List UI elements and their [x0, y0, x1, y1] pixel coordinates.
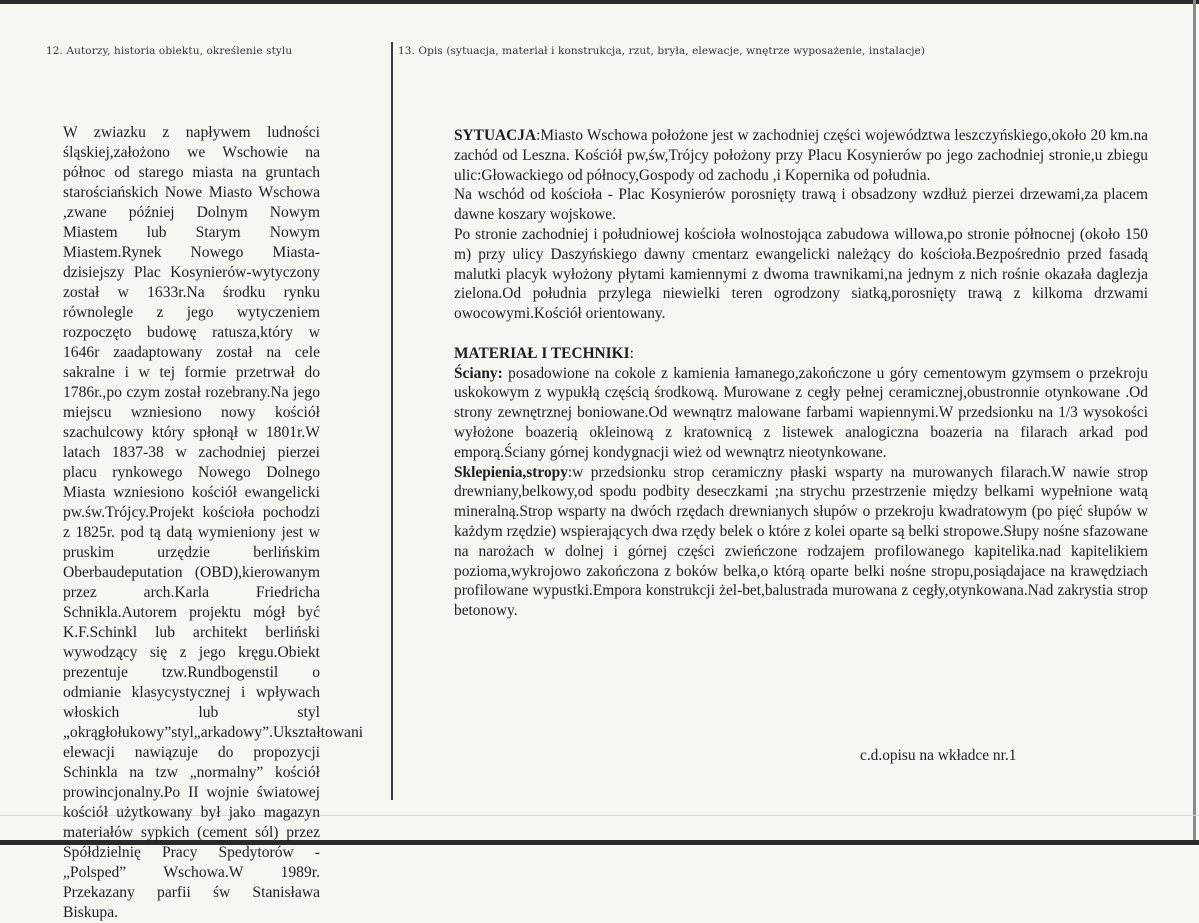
situation-paragraph-1: SYTUACJA:Miasto Wschowa położone jest w zachodniej części województwa leszczyńskiego,około 20 km.na zachód od Leszna. Kościół pw,św,Trójcy położony przy Placu Kosynierów po jego zachodniej stronie,u zbiegu ulic:Głowackiego od północy,Gospody od zachodu ,i Kopernika od południa.: [454, 127, 1148, 184]
situation-text-1: Miasto Wschowa położone jest w zachodniej części województwa leszczyńskiego,około 20 km.na zachód od Leszna. Kościół pw,św,Trójcy położony przy Placu Kosynierów po jego zachodniej stronie,u zbiegu ulic:Głowackiego od północy,Gospody od zachodu ,i Kopernika od południa.: [454, 127, 1148, 184]
vaults-text: :w przedsionku strop ceramiczny płaski wsparty na murowanych filarach.W nawie strop drewniany,belkowy,od spodu podbity deseczkami ;na strychu przestrzenie między belkami wypełnione watą mineralną.Strop wsparty na dwóch rzędach drewnianych słupów o przekroju kwadratowym (po pięć słupów w każdym rzędzie) wspierających dwa rzędy belek o które z kolei oparte są belki stropowe.Słupy nośne sfazowane na narożach w dolnej i górnej części zwieńczone rodzajem profilowanego kapitelika.nad kapitelikiem pozioma,wykrojowo zakończona z boków belka,o którą oparte belki nośne stropu,posiądajace na krawędziach profilowane wypustki.Empora konstrukcji żel-bet,balustrada murowana z cegły,otynkowana.Nad zakrystia strop betonowy.: [454, 463, 1148, 620]
walls-text: posadowione na cokole z kamienia łamanego,zakończone u góry cementowym gzymsem o przekroju uskokowym z wypukłą częścią środkową. Murowane z cegły pełnej ceramicznej,obustronnie otynkowane .Od strony zewnętrznej boniowane.Od wewnątrz malowane farbami wapiennymi.W przedsionku na 1/3 wysokości wyłożone boazerią okleinową z kratownicą z listewek analogiczna boazeria na filarach arkad pod emporą.Ściany górnej kondygnacji wież od wewnątrz nieotynkowane.: [454, 364, 1148, 461]
materials-heading-line: MATERIAŁ I TECHNIKI:: [454, 344, 634, 362]
situation-paragraph-3: Po stronie zachodniej i południowej kościoła wolnostojąca zabudowa willowa,po stronie północnej (około 150 m) przy ulicy Daszyńskiego dawny cmentarz ewangelicki należący do kościoła.Bezpośrednio przed fasadą malutki placyk wyłożony płytami kamiennymi z dwoma trawnikami,na jednym z nich rośnie okazała daglezja zielona.Od południa przylega niewielki teren ogrodzony siatką,porosnięty trawą z kilkoma drzwami owocowymi.Kościół orientowany.: [454, 225, 1148, 323]
situation-heading: SYTUACJA: [454, 127, 537, 144]
history-column: [63, 123, 364, 923]
situation-paragraph-2: Na wschód od kościoła - Plac Kosynierów porosnięty trawą i obsadzony wzdłuż pierzei drzewami,za placem dawne koszary wojskowe.: [454, 186, 1148, 224]
history-text: W zwiazku z napływem ludności śląskiej,założono we Wschowie na północ od starego miasta na gruntach starościańskich Nowe Miasto Wschowa ,zwane później Dolnym Nowym Miastem lub Starym Nowym Miastem.Rynek Nowego Miasta-dzisiejszy Plac Kosynierów-wytyczony został w 1633r.Na środku rynku równolegle z jego wytyczeniem rozpoczęto budowę ratusza,który w 1646r zaadaptowany został na cele sakralne i w tej formie przetrwał do 1786r.,po czym został rozebrany.Na jego miejscu wzniesiono nowy kościół szachulcowy który spłonął w 1801r.W latach 1837-38 w zachodniej pierzei placu rynkowego Nowego Dolnego Miasta wzniesiono kościół ewangelicki pw.św.Trójcy.Projekt kościoła pochodzi z 1825r. pod tą datą wymieniony jest w pruskim urzędzie berlińskim Oberbaudeputation (OBD),kierowanym przez arch.Karla Friedricha Schnikla.Autorem projektu mógł być K.F.Schinkl lub architekt berliński wywodzący się z jego kręgu.Obiekt prezentuje tzw.Rundbogenstil o odmianie klasycystycznej i wpływach włoskich lub styl „okrągłołukowy”styl„arkadowy”.Ukształtowani elewacji nawiązuje do propozycji Schinkla na tzw „normalny” kościół prowincjonalny.Po II wojnie światowej kościół użytkowany był jako magazyn materiałów sypkich (cement sól) przez Spółdzielnię Pracy Spedytorów - „Polsped” Wschowa.W 1989r. Przekazany parfii św Stanisława Biskupa.: [63, 124, 364, 921]
section-12-header: 12. Autorzy, historia obiektu, określenie stylu: [46, 45, 293, 57]
section-13-header: 13. Opis (sytuacja, materiał i konstrukcja, rzut, bryła, elewacje, wnętrze wyposażenie, instalacje): [398, 45, 926, 57]
materials-heading: MATERIAŁ I TECHNIKI: [454, 344, 630, 362]
vaults-paragraph: [454, 463, 1148, 621]
column-divider: [391, 42, 393, 800]
page-top-edge: [0, 0, 1199, 4]
vaults-label: Sklepienia,stropy: [454, 463, 568, 481]
page-right-edge: [1193, 0, 1196, 845]
continuation-note: c.d.opisu na wkładce nr.1: [860, 747, 1017, 764]
walls-label: Ściany:: [454, 364, 503, 382]
description-column: [454, 126, 1148, 621]
walls-paragraph: [454, 364, 1148, 463]
